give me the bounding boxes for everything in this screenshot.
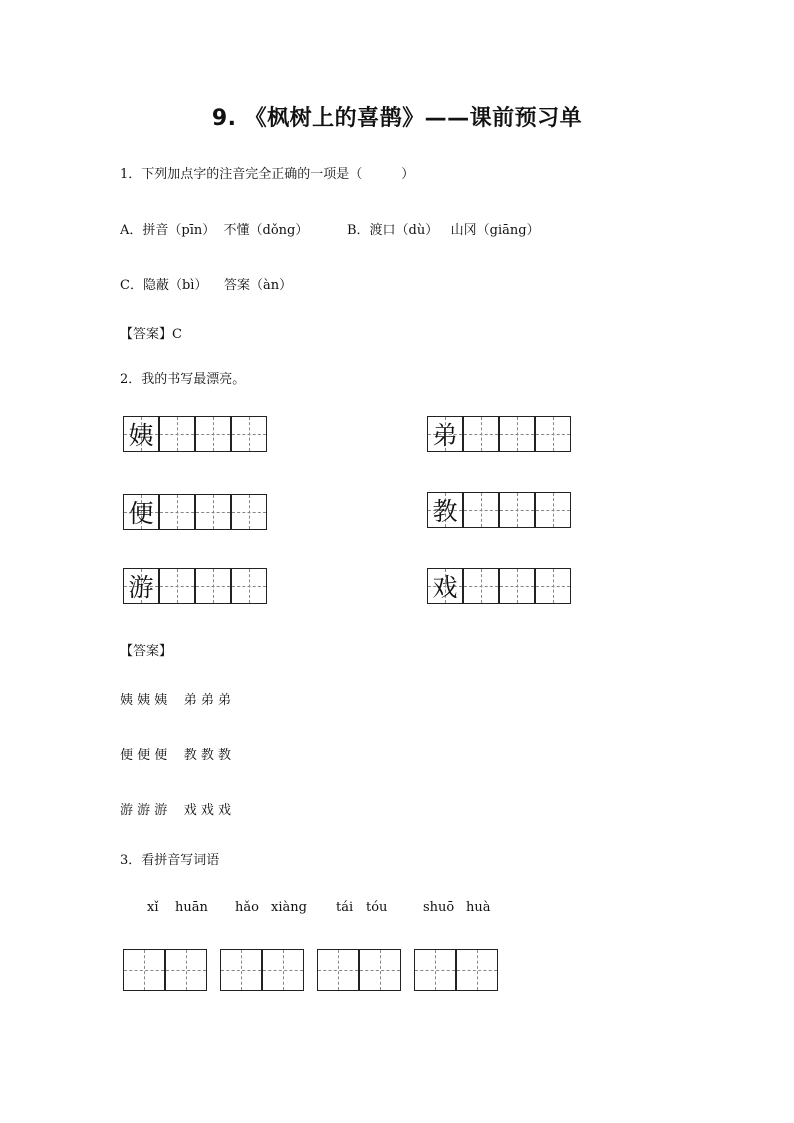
pinyin-syllable: hǎo: [235, 900, 259, 915]
answer-line: 便 便 便 教 教 教: [120, 748, 232, 763]
practice-character: 姨: [128, 421, 154, 450]
question-1-option-b: B．渡口（dù） 山冈（giāng）: [347, 223, 540, 238]
question-2-stem: 2．我的书写最漂亮。: [120, 372, 246, 387]
question-3-stem: 3．看拼音写词语: [120, 853, 220, 868]
pinyin-syllable: huà: [466, 900, 491, 915]
practice-character: 游: [128, 573, 154, 602]
pinyin-syllable: huān: [175, 900, 208, 915]
pinyin-syllable: tái: [336, 900, 354, 915]
question-1-option-c: C．隐蔽（bì） 答案（àn）: [120, 278, 293, 293]
question-1-stem: 1．下列加点字的注音完全正确的一项是（ ）: [120, 167, 415, 182]
pinyin-syllable: xiàng: [271, 900, 307, 915]
question-1-option-a: A．拼音（pīn） 不懂（dǒng）: [120, 223, 309, 238]
pinyin-syllable: xǐ: [147, 900, 159, 915]
page-title: 9. 《枫树上的喜鹊》——课前预习单: [211, 106, 583, 131]
practice-character: 便: [128, 499, 154, 528]
practice-character: 教: [432, 497, 458, 526]
question-1-answer: 【答案】C: [120, 327, 182, 342]
pinyin-syllable: shuō: [423, 900, 455, 915]
answer-line: 游 游 游 戏 戏 戏: [120, 803, 232, 818]
practice-character: 弟: [432, 421, 458, 450]
answer-line: 姨 姨 姨 弟 弟 弟: [120, 693, 232, 708]
pinyin-syllable: tóu: [366, 900, 388, 915]
practice-character: 戏: [432, 573, 458, 602]
question-2-answer-label: 【答案】: [120, 644, 173, 659]
